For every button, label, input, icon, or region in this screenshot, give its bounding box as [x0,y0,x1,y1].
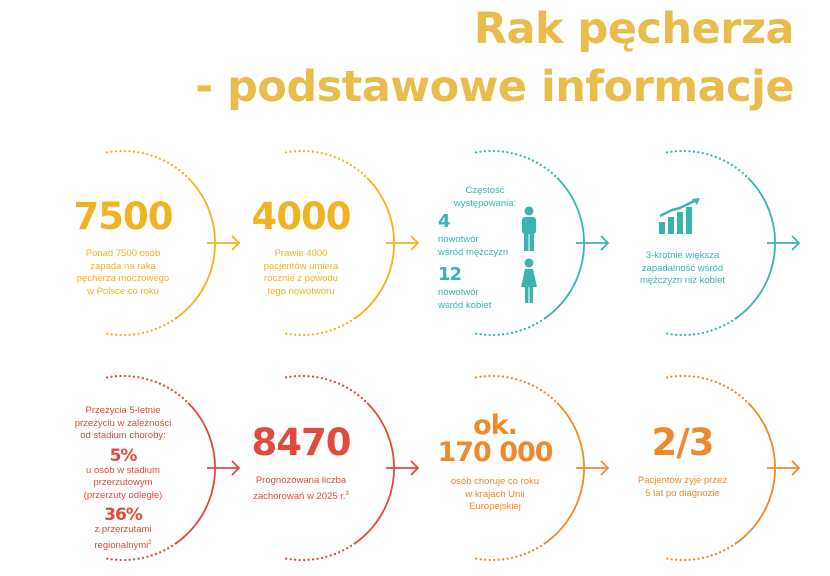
men-frequency-text: nowotwór wśród mężczyzn [438,234,509,258]
arc-4000-dotted-top [286,151,367,178]
stat-card-incidence-ratio [620,250,745,288]
stat-number-prefix: ok. [473,410,517,441]
stat-description: 3-krotnie większa zapadalność wśród mężczyzn niż kobiet [639,250,725,286]
page-title-line-2: - podstawowe informacje [195,62,794,112]
stat-number: 2/3 [651,421,714,464]
stat-card-4000 [236,195,366,298]
arc-8470-dotted-bottom [286,543,355,560]
arc-frequency-dotted-bottom [476,318,545,335]
arc-7500-dotted-top [107,151,188,178]
survival-regional-text: z przerzutami regionalnymi$^2$ [94,524,152,551]
stat-description: Prognozowana liczba zachorowań w 2025 r.$^3$ [253,475,349,502]
survival-heading: Przeżycia 5-letnie przeżyciu w zależności od stadium choroby: [74,405,172,441]
male-person-icon [520,206,538,252]
arc-incidence-dotted-top [667,151,748,178]
women-frequency-number: 12 [438,264,462,285]
page-title-line-1: Rak pęcherza [473,4,794,54]
men-frequency [438,213,508,259]
stat-description: Pacjentów żyje przez 5 lat po diagnozie [637,475,728,499]
arc-incidence-dotted-bottom [667,318,736,335]
stat-number: 7500 [73,195,173,238]
stat-description: osób choruje co roku w krajach Unii Europejskiej [450,476,540,512]
stat-card-frequency [420,185,570,210]
arc-170000-dotted-top [476,376,557,403]
frequency-heading: Częstość występowania: [453,185,517,209]
arc-170000-dotted-bottom [476,543,545,560]
growth-chart-icon [658,198,702,234]
stat-number: 8470 [251,421,351,464]
survival-metastatic-text: u osób w stadium przerzutowym (przerzuty odległe) [83,464,163,501]
stat-card-7500 [58,195,188,298]
stat-number: 4000 [251,195,351,238]
arc-survival-dotted-top [107,376,188,403]
stat-description: Ponad 7500 osób zapada na raka pęcherza moczowego w Polsce co roku [76,248,170,297]
stat-card-two-thirds [620,421,745,500]
arc-4000-dotted-bottom [286,318,355,335]
survival-percent-metastatic: 5% [109,445,137,466]
stat-card-survival [58,405,188,552]
stat-number: 170 000 [437,437,553,468]
women-frequency-text: nowotwór wśród kobiet [438,287,492,311]
women-frequency [438,266,491,312]
arc-incidence-solid [736,178,775,319]
stat-card-170000 [420,412,570,514]
arc-two-thirds-dotted-top [667,376,748,403]
stat-card-8470 [236,421,366,503]
arc-two-thirds-dotted-bottom [667,543,736,560]
arc-7500-dotted-bottom [107,318,176,335]
female-person-icon [520,258,538,304]
stat-description: Prawie 4000 pacjentów umiera rocznie z powodu tego nowotworu [263,248,339,297]
arc-8470-dotted-top [286,376,367,403]
survival-percent-regional: 36% [104,505,142,525]
men-frequency-number: 4 [438,211,450,232]
arc-frequency-dotted-top [476,151,557,178]
